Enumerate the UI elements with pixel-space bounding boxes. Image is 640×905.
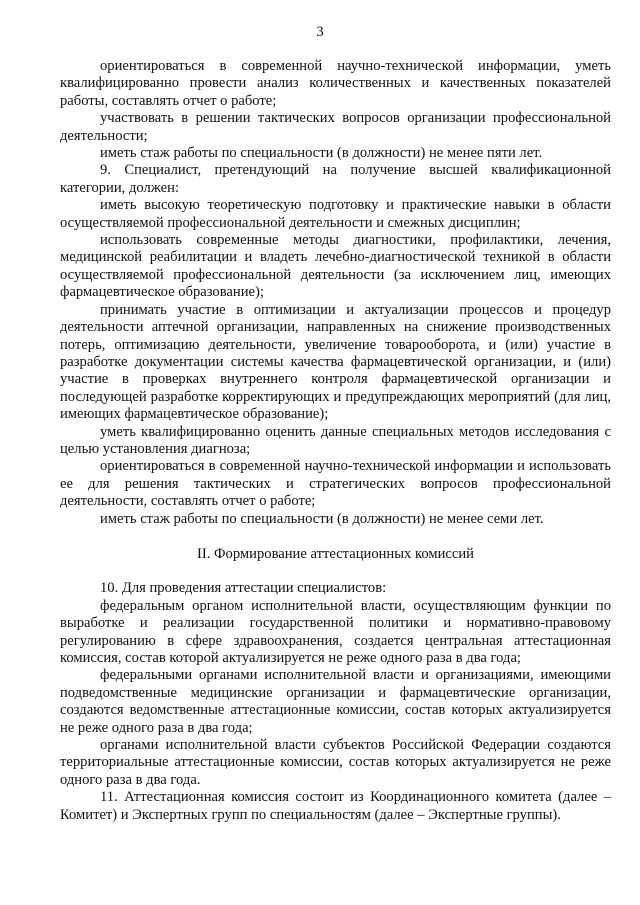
paragraph: федеральным органом исполнительной власти, осуществляющим функции по выработке и реализации государственной политики и нормативно-правовому регулированию в сфере здравоохранения, создается центральная аттестационная комиссия, состав которой актуализируется не реже одного раза в два года; bbox=[60, 597, 611, 666]
paragraph: иметь стаж работы по специальности (в должности) не менее семи лет. bbox=[100, 510, 544, 527]
paragraph: иметь высокую теоретическую подготовку и практические навыки в области осуществляемой профессиональной деятельности и смежных дисциплин; bbox=[60, 197, 611, 231]
paragraph: ориентироваться в современной научно-технической информации, уметь квалифицированно провести анализ количественных и качественных показателей работы, составлять отчет о работе; bbox=[60, 58, 611, 109]
paragraph: 10. Для проведения аттестации специалистов: bbox=[100, 580, 387, 597]
section-heading: II. Формирование аттестационных комиссий bbox=[197, 545, 474, 562]
paragraph: федеральными органами исполнительной власти и организациями, имеющими подведомственные медицинские организации и фармацевтические организации, создаются ведомственные аттестационные комиссии, состав которых актуализируется не реже одного раза в два года; bbox=[60, 667, 611, 736]
paragraph: органами исполнительной власти субъектов Российской Федерации создаются территориальные аттестационные комиссии, состав которых актуализируется не реже одного раза в два года. bbox=[60, 737, 611, 788]
paragraph: участвовать в решении тактических вопросов организации профессиональной деятельности; bbox=[60, 110, 611, 144]
paragraph: иметь стаж работы по специальности (в должности) не менее пяти лет. bbox=[100, 145, 543, 162]
paragraph: ориентироваться в современной научно-технической информации и использовать ее для решения тактических и стратегических вопросов профессиональной деятельности, составлять отчет о работе; bbox=[60, 458, 611, 510]
page-number: 3 bbox=[316, 24, 324, 40]
document-body bbox=[60, 58, 611, 824]
paragraph: принимать участие в оптимизации и актуализации процессов и процедур деятельности аптечной организации, направленных на снижение производственных потерь, оптимизацию деятельности, увеличение товарооборота, и (или) участие в разработке документации системы качества фармацевтической организации, и (или) участие в проверках внутреннего контроля фармацевтической организации и последующей разработке корректирующих и предупреждающих мероприятий (для лиц, имеющих фармацевтическое образование); bbox=[60, 301, 611, 423]
paragraph: уметь квалифицированно оценить данные специальных методов исследования с целью установления диагноза; bbox=[60, 423, 611, 457]
paragraph: использовать современные методы диагностики, профилактики, лечения, медицинской реабилитации и владеть лечебно-диагностической техникой в области осуществляемой профессиональной деятельности (за исключением лиц, имеющих фармацевтическое образование); bbox=[60, 232, 611, 301]
paragraph: 11. Аттестационная комиссия состоит из Координационного комитета (далее – Комитет) и Экспертных групп по специальностям (далее – Экспертные группы). bbox=[60, 789, 611, 823]
paragraph: 9. Специалист, претендующий на получение высшей квалификационной категории, должен: bbox=[60, 162, 611, 196]
